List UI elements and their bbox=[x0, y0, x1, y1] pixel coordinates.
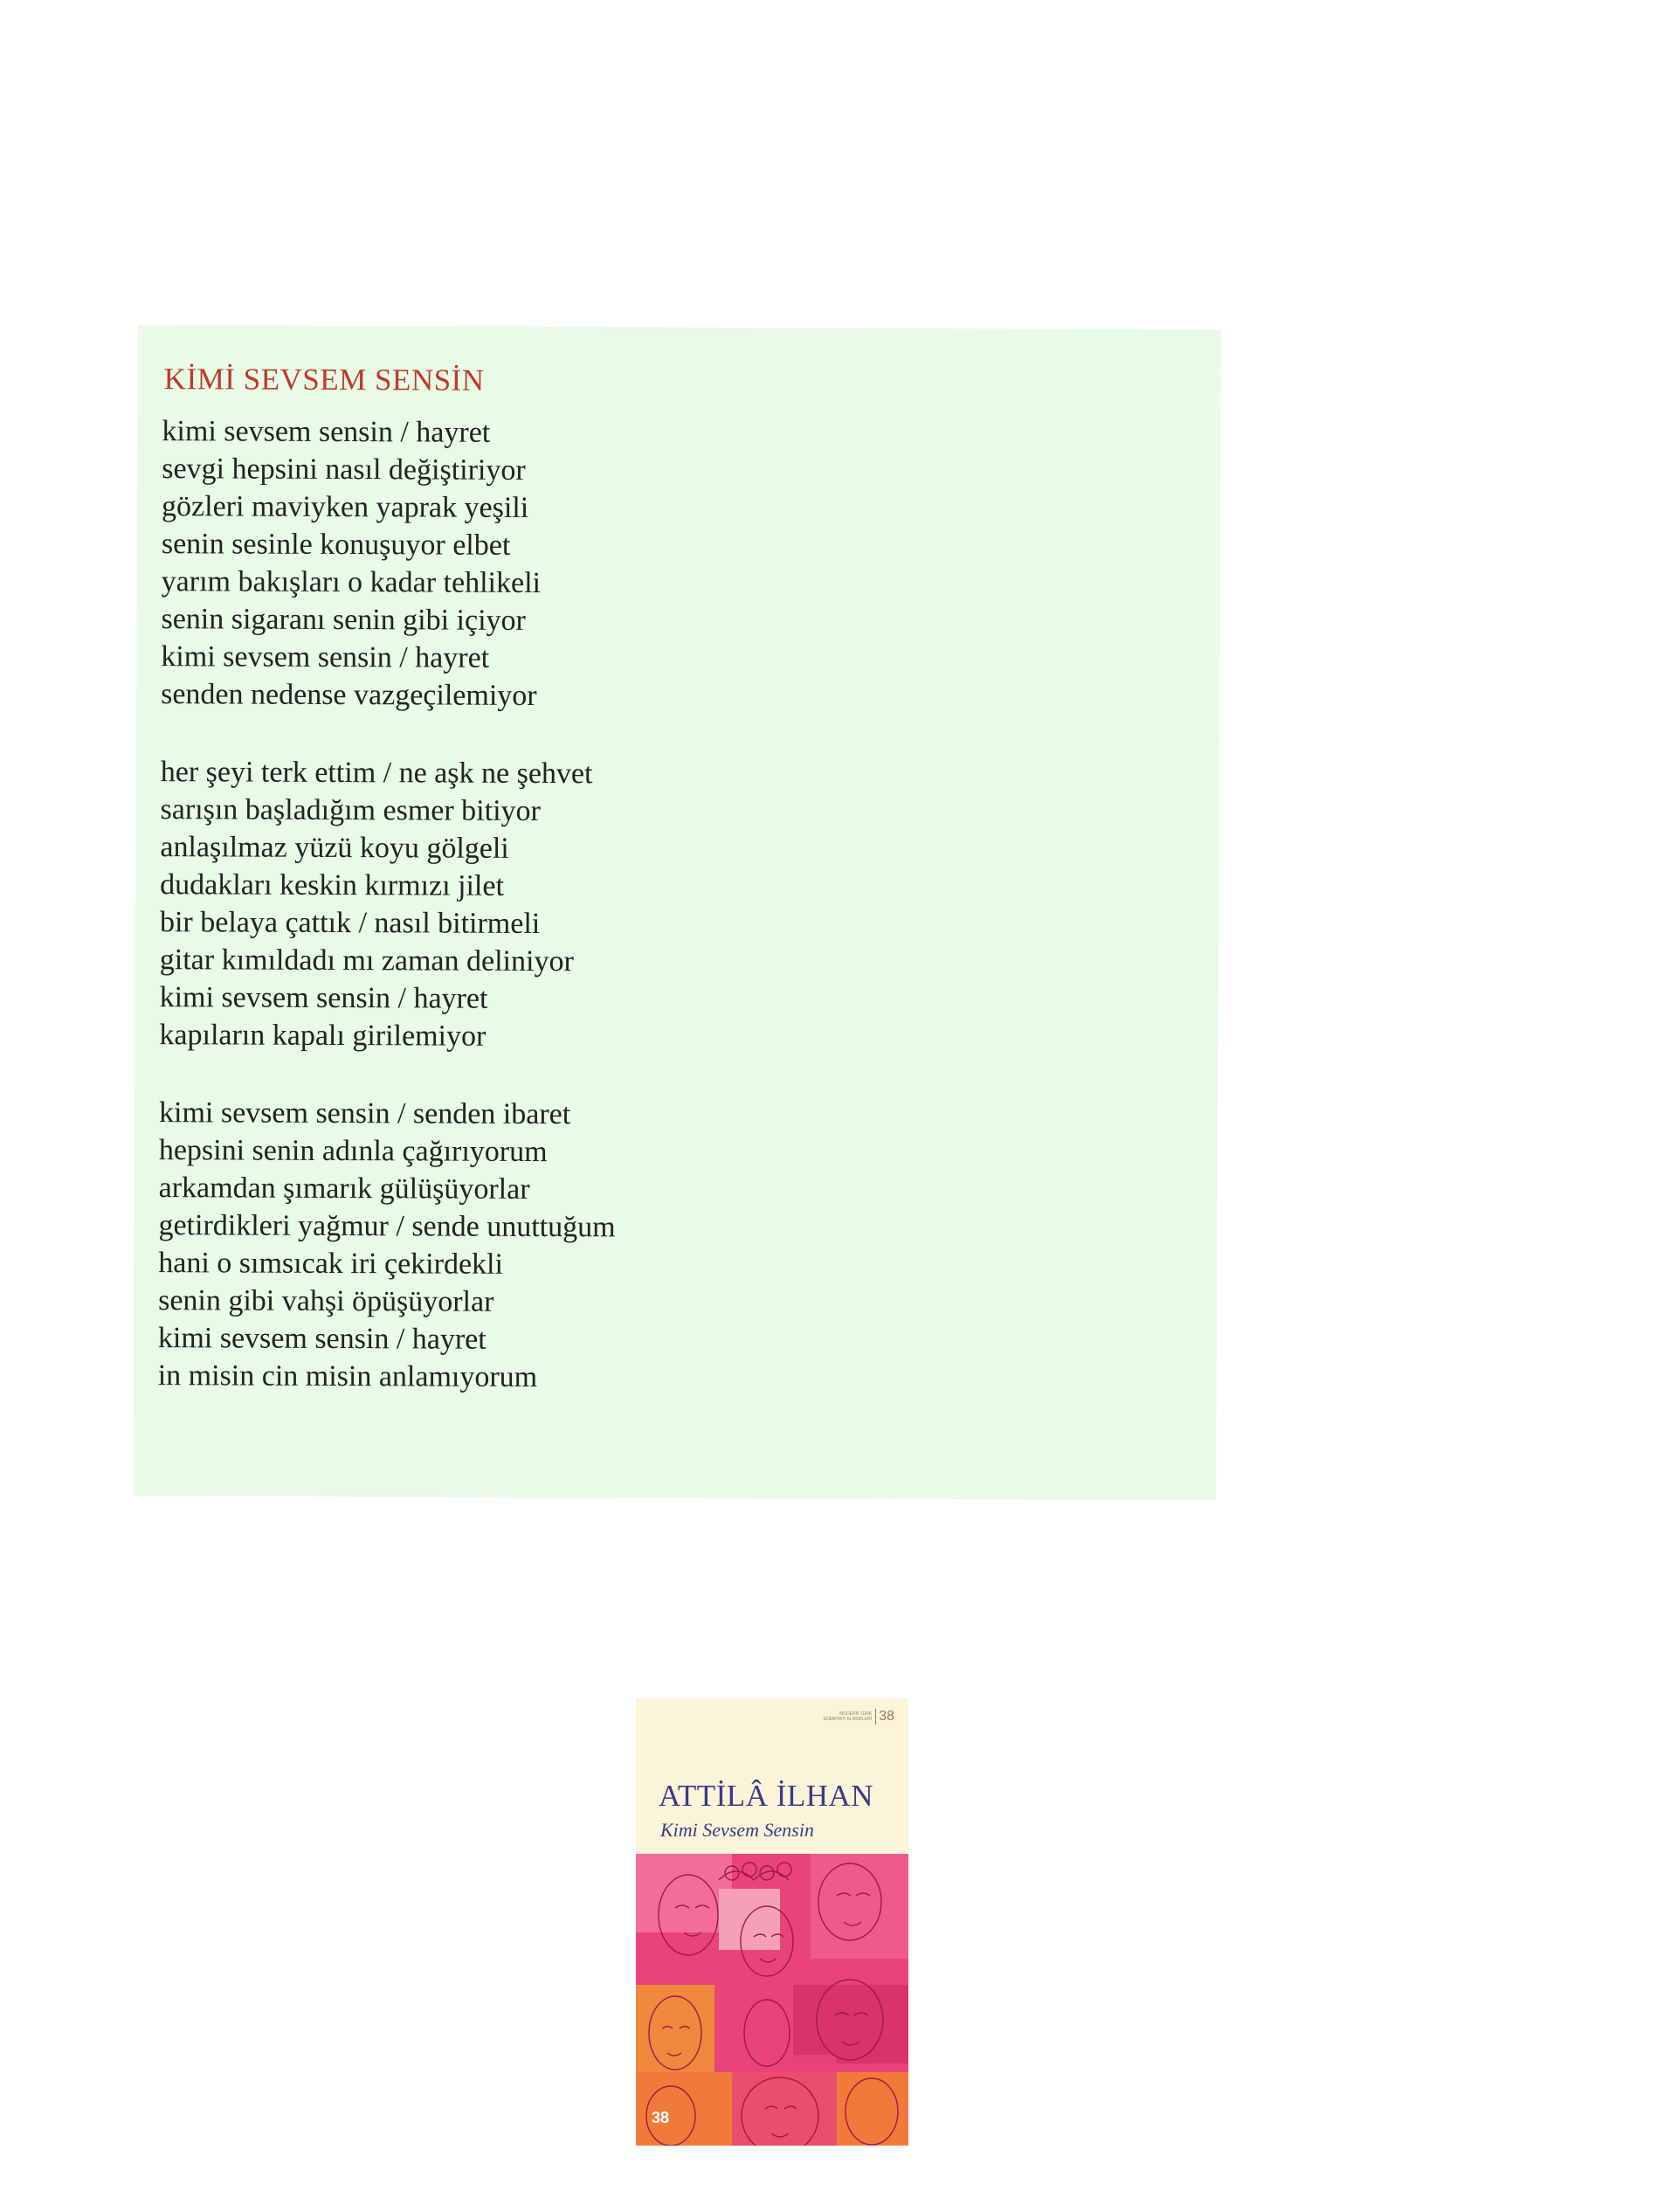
poem-line: gitar kımıldadı mı zaman deliniyor bbox=[159, 944, 574, 978]
poem-line: bir belaya çattık / nasıl bitirmeli bbox=[159, 906, 541, 941]
poem-line: in misin cin misin anlamıyorum bbox=[157, 1359, 538, 1394]
series-number: 38 bbox=[875, 1709, 894, 1725]
poem-panel bbox=[133, 325, 1221, 1500]
poem-title: KİMİ SEVSEM SENSİN bbox=[163, 362, 485, 397]
poem-line: anlaşılmaz yüzü koyu gölgeli bbox=[160, 831, 509, 865]
stanza-3 bbox=[158, 1094, 617, 1396]
poem-line: getirdikleri yağmur / sende unuttuğum bbox=[158, 1209, 616, 1244]
cover-bottom-number: 38 bbox=[652, 2109, 670, 2126]
poem-line: arkamdan şımarık gülüşüyorlar bbox=[158, 1172, 530, 1206]
cover-title: Kimi Sevsem Sensin bbox=[660, 1819, 814, 1841]
series-mark bbox=[793, 1709, 894, 1725]
poem-line: hepsini senin adınla çağırıyorum bbox=[158, 1134, 548, 1169]
cover-illustration bbox=[636, 1854, 908, 2146]
cover-author: ATTİLÂ İLHAN bbox=[659, 1779, 874, 1813]
stanza-1 bbox=[161, 412, 542, 715]
series-label: MODERN TÜRK EDEBİYATI KLASİKLERİ bbox=[823, 1711, 873, 1722]
poem-line: kimi sevsem sensin / hayret bbox=[157, 1322, 487, 1356]
poem-line: dudakları keskin kırmızı jilet bbox=[160, 868, 505, 902]
poem-line: gözleri maviyken yaprak yeşili bbox=[162, 490, 529, 524]
poem-line: kimi sevsem sensin / hayret bbox=[161, 640, 490, 674]
stanza-2 bbox=[159, 753, 592, 1055]
poem-line: sevgi hepsini nasıl değiştiriyor bbox=[162, 453, 526, 487]
poem-line: hani o sımsıcak iri çekirdekli bbox=[158, 1247, 504, 1281]
poem-line: sarışın başladığım esmer bitiyor bbox=[160, 793, 541, 828]
poem-line: kimi sevsem sensin / senden ibaret bbox=[158, 1096, 571, 1131]
poem-line: kimi sevsem sensin / hayret bbox=[159, 981, 488, 1015]
poem-line: yarım bakışları o kadar tehlikeli bbox=[161, 565, 542, 600]
poem-line: senin sesinle konuşuyor elbet bbox=[161, 528, 511, 562]
poem-line: her şeyi terk ettim / ne aşk ne şehvet bbox=[160, 756, 593, 791]
poem-line: senin gibi vahşi öpüşüyorlar bbox=[158, 1284, 494, 1318]
poem-line: kimi sevsem sensin / hayret bbox=[162, 415, 491, 449]
poem-line: senden nedense vazgeçilemiyor bbox=[161, 678, 537, 712]
book-cover bbox=[636, 1698, 908, 2146]
poem-line: kapıların kapalı girilemiyor bbox=[159, 1019, 487, 1053]
poem-line: senin sigaranı senin gibi içiyor bbox=[161, 603, 526, 637]
